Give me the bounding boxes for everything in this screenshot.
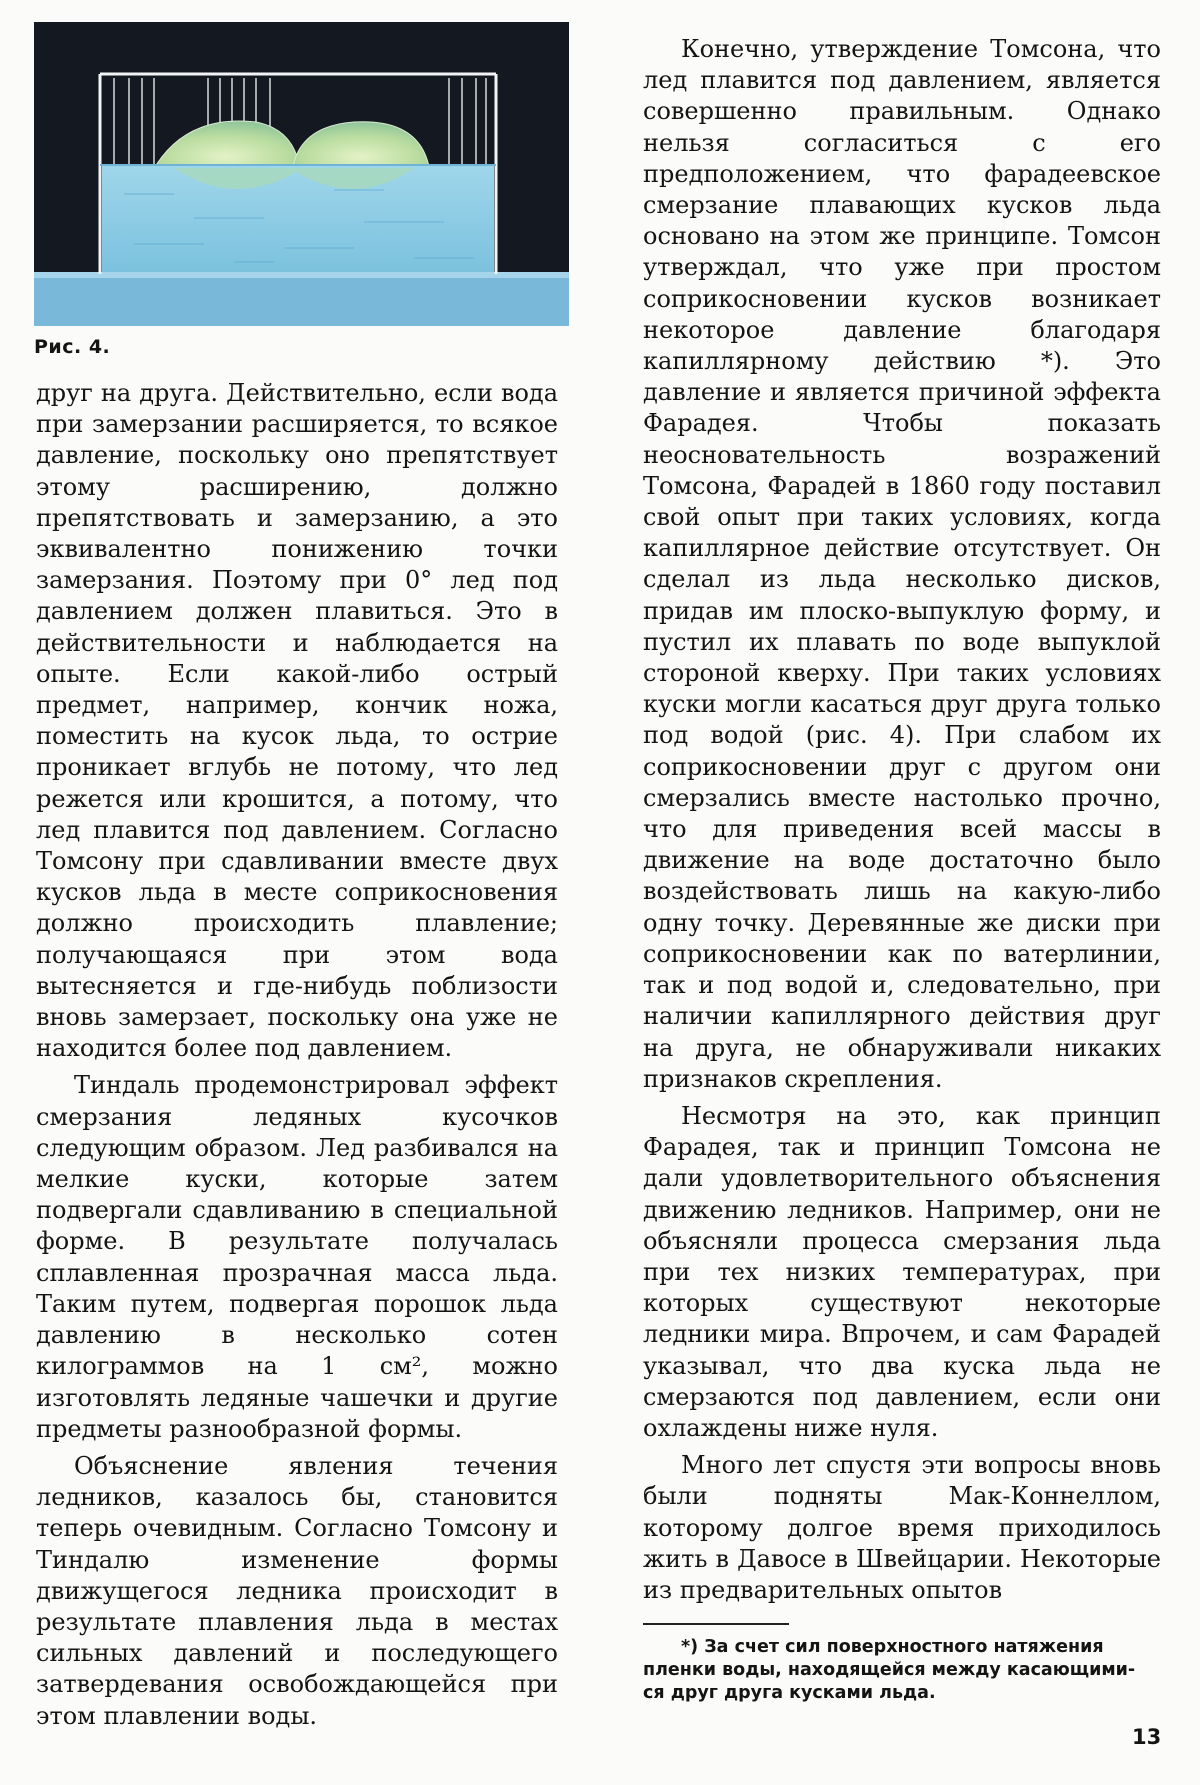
right-column-text [643,34,1161,1606]
paragraph: друг на друга. Действительно, если вода при замерзании расширяется, то всякое давление, поскольку оно препятствует этому расширению, должно препятствовать и замерзанию, а это эквивалентно понижению точки замерзания. Поэтому при 0° лед под давлением должен плавиться. Это в действительности и наблюдается на опыте. Если какой-либо острый предмет, например, кончик ножа, поместить на кусок льда, то острие проникает вглубь не потому, что лед режется или крошится, а потому, что лед плавится под давлением. Согласно Томсону при сдавливании вместе двух кусков льда в месте соприкосновения должно происходить плавление; получающаяся при этом вода вытесняется и где-нибудь поблизости вновь замерзает, поскольку она уже не находится более под давлением. [36,379,558,1063]
paragraph: Тиндаль продемонстрировал эффект смерзания ледяных кусочков следующим образом. Лед разбивался на мелкие куски, которые затем подвергали сдавливанию в специальной форме. В результате получалась сплавленная прозрачная масса льда. Таким путем, подвергая порошок льда давлению в несколько сотен килограммов на 1 см², можно изготовлять ледяные чашечки и другие предметы разнообразной формы. [36,1071,558,1443]
footnote-line: пленки воды, находящейся между касающими- [643,1660,1136,1680]
figure-caption: Рис. 4. [34,336,111,358]
left-column-text [36,378,558,1732]
figure-illustration [34,22,569,326]
ice-discs-floating-illustration [34,22,569,326]
paragraph: Конечно, утверждение Томсона, что лед плавится под давлением, является совершенно правильным. Однако нельзя согласиться с его предположением, что фарадеевское смерзание плавающих кусков льда основано на этом же принципе. Томсон утверждал, что уже при простом соприкосновении кусков возникает некоторое давление благодаря капиллярному действию *). Это давление и является причиной эффекта Фарадея. Чтобы показать неосновательность возражений Томсона, Фарадей в 1860 году поставил свой опыт при таких условиях, когда капиллярное действие отсутствует. Он сделал из льда несколько дисков, придав им плоско-выпуклую форму, и пустил их плавать по воде выпуклой стороной кверху. При таких условиях куски могли касаться друг друга только под водой (рис. 4). При слабом их соприкосновении друг с другом они смерзались вместе настолько прочно, что для приведения всей массы в движение на воде достаточно было воздействовать лишь на какую-либо одну точку. Деревянные же диски при соприкосновении как по ватерлинии, так и под водой и, следовательно, при наличии капиллярного действия друг на друга, не обнаруживали никаких признаков скрепления. [643,35,1161,1093]
footnote-line: *) За счет сил поверхностного натяжения [681,1637,1104,1657]
footnote-line: ся друг друга кусками льда. [643,1683,936,1703]
page-number: 13 [1132,1725,1162,1749]
footnote-divider [643,1623,789,1625]
paragraph: Несмотря на это, как принцип Фарадея, так и принцип Томсона не дали удовлетворительного объяснения движению ледников. Например, они не объясняли процесса смерзания льда при тех низких температурах, при которых существуют некоторые ледники мира. Впрочем, и сам Фарадей указывал, что два куска льда не смерзаются под давлением, если они охлаждены ниже нуля. [643,1101,1161,1442]
paragraph: Много лет спустя эти вопросы вновь были подняты Мак-Коннеллом, которому долгое время приходилось жить в Давосе в Швейцарии. Некоторые из предварительных опытов [643,1451,1161,1604]
paragraph: Объяснение явления течения ледников, казалось бы, становится теперь очевидным. Согласно Томсону и Тиндалю изменение формы движущегося ледника происходит в результате плавления льда в местах сильных давлений и последующего затвердевания освобождающейся при этом плавлении воды. [36,1451,558,1730]
footnote [643,1636,1161,1705]
